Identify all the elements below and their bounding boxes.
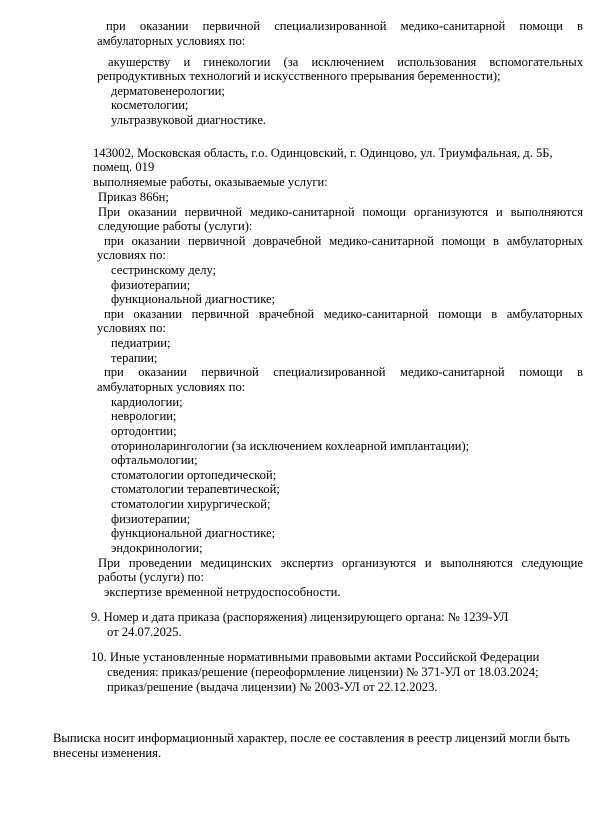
list-item: экспертизе временной нетрудоспособности. xyxy=(104,585,341,599)
works-label: выполняемые работы, оказываемые услуги: xyxy=(93,175,328,189)
section-10-line-3: приказ/решение (выдача лицензии) № 2003-УЛ от 22.12.2023. xyxy=(107,680,438,694)
section-10-line-2: сведения: приказ/решение (переоформление лицензии) № 371-УЛ от 18.03.2024; xyxy=(107,665,539,679)
list-item: физиотерапии; xyxy=(111,278,191,292)
list-item: ортодонтии; xyxy=(111,424,177,438)
list-item: офтальмологии; xyxy=(111,453,198,467)
section-10-line-1: 10. Иные установленные нормативными правовыми актами Российской Федерации xyxy=(91,650,540,664)
specialized-care-line-1: при оказании первичной специализированной медико-санитарной помощи в xyxy=(106,19,583,33)
list-item: терапии; xyxy=(111,351,158,365)
list-item: неврологии; xyxy=(111,409,177,423)
address-line-2: помещ. 019 xyxy=(93,160,155,174)
vrach-care-line-1: при оказании первичной врачебной медико-санитарной помощи в амбулаторных xyxy=(104,307,583,321)
vrach-care-line-2: условиях по: xyxy=(97,321,166,335)
spec-care-line-2: амбулаторных условиях по: xyxy=(97,380,246,394)
list-item: стоматологии терапевтической; xyxy=(111,482,280,496)
list-item: физиотерапии; xyxy=(111,512,191,526)
list-item: ультразвуковой диагностике. xyxy=(111,113,267,127)
order-reference: Приказ 866н; xyxy=(98,190,169,204)
prevrach-care-line-1: при оказании первичной доврачебной медико-санитарной помощи в амбулаторных xyxy=(104,234,583,248)
list-item: сестринскому делу; xyxy=(111,263,217,277)
primary-care-intro-1: При оказании первичной медико-санитарной помощи организуются и выполняются xyxy=(98,205,583,219)
prevrach-care-line-2: условиях по: xyxy=(97,248,166,262)
obstetrics-line-1: акушерству и гинекологии (за исключением использования вспомогательных xyxy=(108,55,583,69)
list-item: оториноларингологии (за исключением кохлеарной имплантации); xyxy=(111,439,470,453)
list-item: кардиологии; xyxy=(111,395,183,409)
footer-note-line-1: Выписка носит информационный характер, после ее составления в реестр лицензий могли быть xyxy=(53,731,571,745)
expertise-line-2: работы (услуги) по: xyxy=(98,570,204,584)
list-item: косметологии; xyxy=(111,98,189,112)
list-item: дерматовенерологии; xyxy=(111,84,225,98)
expertise-line-1: При проведении медицинских экспертиз организуются и выполняются следующие xyxy=(98,556,583,570)
list-item: стоматологии хирургической; xyxy=(111,497,271,511)
list-item: функциональной диагностике; xyxy=(111,292,276,306)
primary-care-intro-2: следующие работы (услуги): xyxy=(98,219,253,233)
spec-care-line-1: при оказании первичной специализированной медико-санитарной помощи в xyxy=(104,365,583,379)
list-item: эндокринологии; xyxy=(111,541,203,555)
address-line-1: 143002, Московская область, г.о. Одинцовский, г. Одинцово, ул. Триумфальная, д. 5Б, xyxy=(93,146,553,160)
specialized-care-line-2: амбулаторных условиях по: xyxy=(97,34,246,48)
section-9-line-2: от 24.07.2025. xyxy=(107,625,182,639)
obstetrics-line-2: репродуктивных технологий и искусственного прерывания беременности); xyxy=(97,69,501,83)
section-9-line-1: 9. Номер и дата приказа (распоряжения) лицензирующего органа: № 1239-УЛ xyxy=(91,610,509,624)
list-item: функциональной диагностике; xyxy=(111,526,276,540)
list-item: стоматологии ортопедической; xyxy=(111,468,277,482)
list-item: педиатрии; xyxy=(111,336,171,350)
footer-note-line-2: внесены изменения. xyxy=(53,746,162,760)
